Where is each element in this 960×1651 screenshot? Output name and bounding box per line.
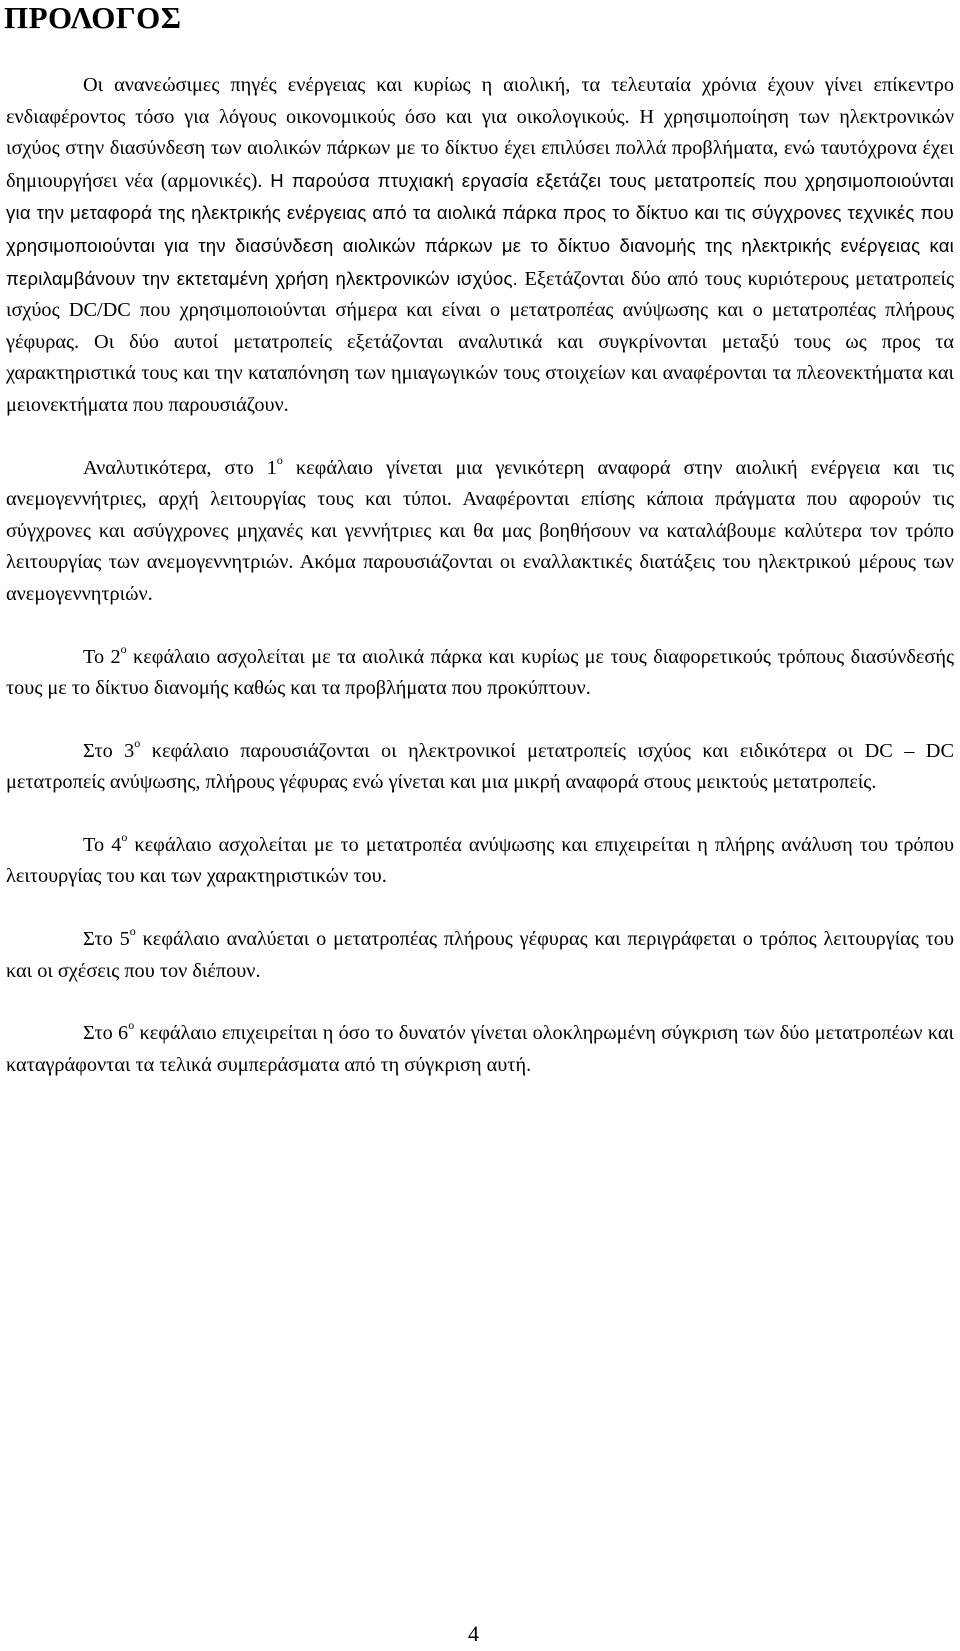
paragraph-text: κεφάλαιο αναλύεται ο μετατροπέας πλήρους γέφυρας και περιγράφεται ο τρόπος λειτουργίας του και οι σχέσεις που τον διέπουν. xyxy=(6,928,954,982)
paragraph-text: Στο 6 xyxy=(83,1022,129,1045)
ordinal-superscript: ο xyxy=(120,641,127,656)
paragraph-chapter-6 xyxy=(6,1018,954,1081)
paragraph-text: Εξετάζονται δύο από τους κυριότερους μετατροπείς ισχύος DC/DC που χρησιμοποιούνται σήμερα και είναι ο μετατροπέας ανύψωσης και ο μετατροπέας πλήρους γέφυρας. Οι δύο αυτοί μετατροπείς εξετάζονται αναλυτικά και συγκρίνονται μεταξύ τους ως προς τα χαρακτηριστικά τους και την καταπόνηση των ημιαγωγικών τους στοιχείων και αναφέρονται τα πλεονεκτήματα και μειονεκτήματα που παρουσιάζουν. xyxy=(6,267,954,416)
paragraph-text: Αναλυτικότερα, στο 1 xyxy=(83,456,277,479)
paragraph-text: κεφάλαιο ασχολείται με τα αιολικά πάρκα και κυρίως με τους διαφορετικούς τρόπους διασύνδεσής τους με το δίκτυο διανομής καθώς και τα προβλήματα που προκύπτουν. xyxy=(6,645,954,700)
ordinal-superscript: ο xyxy=(128,1018,135,1033)
ordinal-superscript: ο xyxy=(276,452,283,467)
paragraph-chapter-1 xyxy=(6,453,954,611)
paragraph-introduction xyxy=(6,70,954,422)
paragraph-text: Στο 3 xyxy=(83,739,135,762)
ordinal-superscript: ο xyxy=(134,735,141,750)
paragraph-text: κεφάλαιο παρουσιάζονται οι ηλεκτρονικοί μετατροπείς ισχύος και ειδικότερα οι DC – DC μετατροπείς ανύψωσης, πλήρους γέφυρας ενώ γίνεται και μια μικρή αναφορά στους μεικτούς μετατροπείς. xyxy=(6,739,954,794)
page-number: 4 xyxy=(468,1621,479,1646)
paragraph-chapter-5 xyxy=(6,924,954,987)
ordinal-superscript: ο xyxy=(121,830,128,845)
page-heading: ΠΡΟΛΟΓΟΣ xyxy=(4,0,182,35)
paragraph-text: κεφάλαιο επιχειρείται η όσο το δυνατόν γίνεται ολοκληρωμένη σύγκριση των δύο μετατροπέων και καταγράφονται τα τελικά συμπεράσματα από τη σύγκριση αυτή. xyxy=(6,1022,954,1076)
ordinal-superscript: ο xyxy=(129,924,136,939)
paragraph-text: Οι ανανεώσιμες πηγές ενέργειας και κυρίως η αιολική, τα τελευταία χρόνια έχουν γίνει επίκεντρο ενδιαφέροντος τόσο για λόγους οικονομικούς όσο και για οικολογικούς. Η χρησιμοποίηση των ηλεκτρονικών ισχύος στην διασύνδεση των αιολικών πάρκων με το δίκτυο έχει επιλύσει πολλά προβλήματα, ενώ ταυτόχρονα έχει δημιουργήσει νέα (αρμονικές). xyxy=(6,74,954,192)
paragraph-text: Το 2 xyxy=(83,645,121,668)
paragraph-chapter-3 xyxy=(6,736,954,799)
paragraph-text-sans: Η παρούσα πτυχιακή εργασία εξετάζει τους μετατροπείς που χρησιμοποιούνται για την μεταφορά της ηλεκτρικής ενέργειας από τα αιολικά πάρκα προς το δίκτυο και τις σύγχρονες τεχνικές που χρησιμοποιούνται για την διασύνδεση αιολικών πάρκων με το δίκτυο διανομής της ηλεκτρικής ενέργειας και περιλαμβάνουν την εκτεταμένη χρήση ηλεκτρονικών ισχύος. xyxy=(6,169,954,289)
document-body xyxy=(6,70,954,1081)
paragraph-text: Το 4 xyxy=(83,833,122,856)
paragraph-chapter-2 xyxy=(6,642,954,705)
paragraph-text: κεφάλαιο γίνεται μια γενικότερη αναφορά στην αιολική ενέργεια και τις ανεμογεννήτριες, αρχή λειτουργίας τους και τύποι. Αναφέρονται επίσης κάποια πράγματα που αφορούν τις σύγχρονες και ασύγχρονες μηχανές και γεννήτριες και θα μας βοηθήσουν να καταλάβουμε καλύτερα τον τρόπο λειτουργίας των ανεμογεννητριών. Ακόμα παρουσιάζονται οι εναλλακτικές διατάξεις του ηλεκτρικού μέρους των ανεμογεννητριών. xyxy=(6,456,954,605)
paragraph-text: Στο 5 xyxy=(83,928,130,951)
paragraph-text: κεφάλαιο ασχολείται με το μετατροπέα ανύψωσης και επιχειρείται η πλήρης ανάλυση του τρόπου λειτουργίας του και των χαρακτηριστικών του. xyxy=(6,833,954,888)
paragraph-chapter-4 xyxy=(6,830,954,893)
